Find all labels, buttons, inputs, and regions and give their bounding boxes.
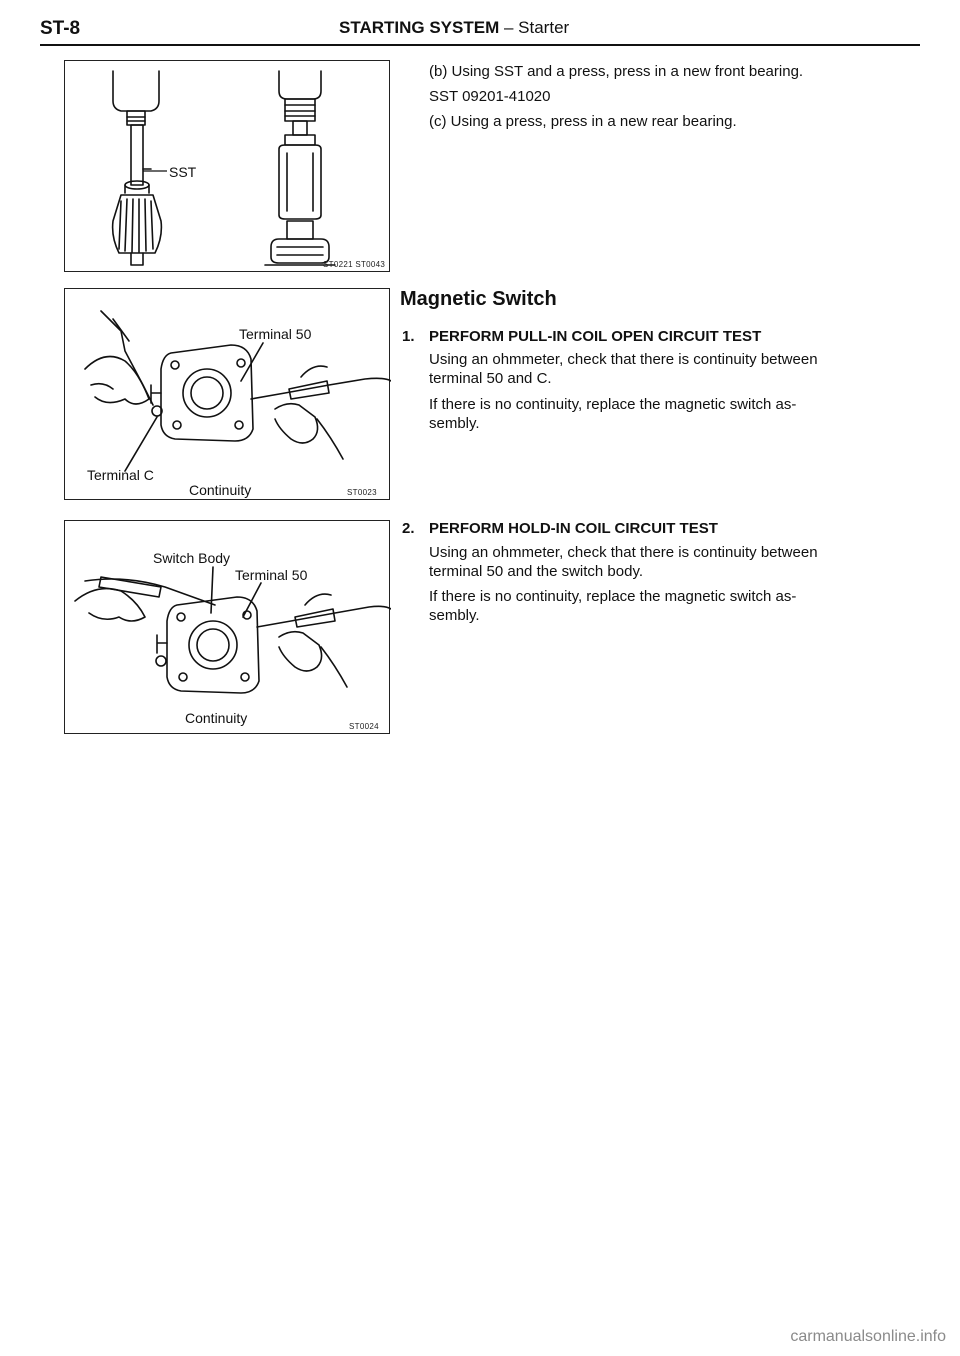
step-note-line: If there is no continuity, replace the magnetic switch as-: [429, 396, 797, 413]
switch-body-label: Switch Body: [153, 550, 231, 566]
terminal-50-label: Terminal 50: [235, 567, 308, 583]
continuity-label: Continuity: [189, 482, 252, 498]
step-number: 1.: [402, 328, 415, 345]
step-title: PERFORM PULL-IN COIL OPEN CIRCUIT TEST: [429, 328, 762, 345]
figure-bearing-press: [64, 60, 390, 272]
terminal-c-label: Terminal C: [87, 467, 154, 483]
sst-label: SST: [169, 164, 197, 180]
figure-code: ST0023: [347, 488, 377, 497]
step-instruction-line: terminal 50 and C.: [429, 370, 552, 387]
figure-code: ST0024: [349, 722, 379, 731]
continuity-label: Continuity: [185, 710, 248, 726]
step-b-text: (b) Using SST and a press, press in a new front bearing.: [429, 63, 804, 80]
sst-number: SST 09201-41020: [429, 88, 551, 105]
step-title: PERFORM HOLD-IN COIL CIRCUIT TEST: [429, 520, 718, 537]
step-note-line: If there is no continuity, replace the magnetic switch as-: [429, 588, 797, 605]
section-heading: Magnetic Switch: [400, 288, 557, 310]
figure-code: ST0221 ST0043: [323, 260, 386, 269]
step-note-line: sembly.: [429, 607, 480, 624]
step-note-line: sembly.: [429, 415, 480, 432]
page-code: ST-8: [40, 18, 81, 39]
subsection-title: – Starter: [503, 18, 570, 37]
figure-hold-in-coil-test: [64, 520, 390, 734]
sst-leader-line: [65, 61, 391, 273]
footer-watermark: carmanualsonline.info: [790, 1328, 946, 1345]
step-instruction-line: terminal 50 and the switch body.: [429, 563, 644, 580]
step-instruction-line: Using an ohmmeter, check that there is continuity between: [429, 544, 818, 561]
step-c-text: (c) Using a press, press in a new rear bearing.: [429, 113, 737, 130]
step-number: 2.: [402, 520, 415, 537]
figure-pull-in-coil-test: [64, 288, 390, 500]
step-instruction-line: Using an ohmmeter, check that there is continuity between: [429, 351, 818, 368]
header-rule: [40, 44, 920, 46]
section-title: STARTING SYSTEM: [339, 18, 500, 37]
page-title: [339, 18, 569, 38]
terminal-50-label: Terminal 50: [239, 326, 312, 342]
